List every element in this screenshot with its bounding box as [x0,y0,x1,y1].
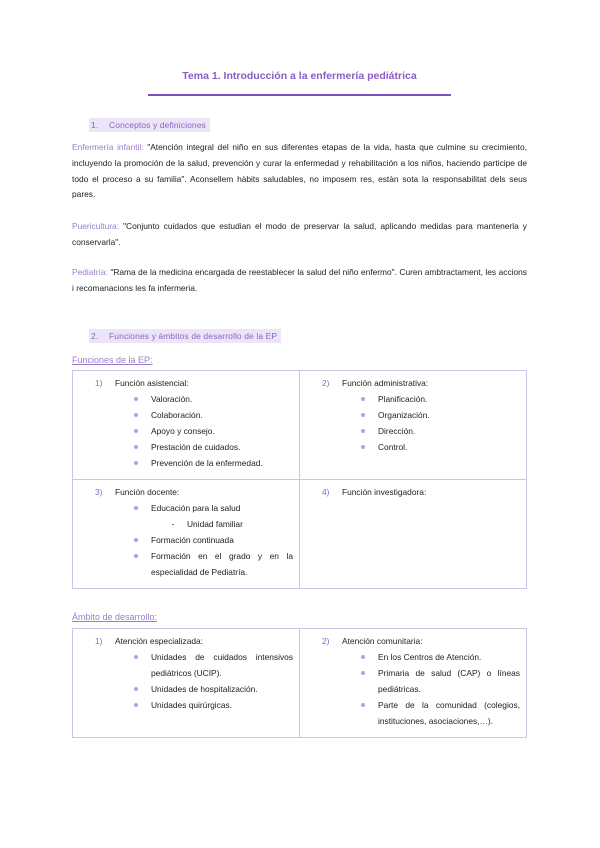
page-title: Tema 1. Introducción a la enfermería pediátrica [182,70,417,82]
definition-text: "Conjunto cuidados que estudian el modo de preservar la salud, aplicando medidas para mantenerla y conservarla". [72,221,527,247]
cell-label: Función administrativa: [342,378,429,388]
title-underline [148,94,451,96]
funcion-investigadora-cell [300,480,527,589]
cell-number: 1) [95,378,103,388]
definition-text: "Rama de la medicina encargada de reestablecer la salud del niño enfermo". Curen ambtractament, les accions i recomanacions les fa infermeria. [72,267,527,293]
cell-label: Atención comunitaria: [342,636,423,646]
cell-number: 3) [95,487,103,497]
list-item: Valoración. [151,391,293,407]
section-1-heading [89,118,210,132]
list-item: Apoyo y consejo. [151,423,293,439]
list-item: Colaboración. [151,407,293,423]
section-1-number: 1. [91,120,99,130]
cell-label: Atención especializada: [115,636,203,646]
section-2-heading [89,329,281,343]
cell-heading [95,633,293,649]
list-item: Formación continuada [151,532,293,548]
cell-number: 2) [322,636,330,646]
cell-heading [322,484,520,500]
ambito-heading: Ámbito de desarrollo: [72,612,158,622]
list-item: Control. [378,439,520,455]
list-item: Primaria de salud (CAP) o líneas pediátricas. [378,665,520,697]
list-item: Prestación de cuidados. [151,439,293,455]
list-item: Planificación. [378,391,520,407]
definition-enfermeria-infantil [72,140,527,203]
cell-label: Función docente: [115,487,180,497]
ambito-table [72,628,527,738]
cell-label: Función asistencial: [115,378,189,388]
bullet-list [95,391,293,471]
cell-number: 1) [95,636,103,646]
cell-label: Función investigadora: [342,487,427,497]
bullet-list [95,649,293,713]
section-2-title: Funciones y ámbitos de desarrollo de la EP [109,331,278,341]
funciones-heading: Funciones de la EP: [72,355,153,365]
definition-term: Puericultura: [72,221,120,231]
list-item: Prevención de la enfermedad. [151,455,293,471]
cell-heading [95,375,293,391]
list-item: Unidades de hospitalización. [151,681,293,697]
list-item: En los Centros de Atención. [378,649,520,665]
sub-list-item: Unidad familiar [187,516,293,532]
list-item: Unidades de cuidados intensivos pediátricos (UCIP). [151,649,293,681]
cell-number: 4) [322,487,330,497]
definition-term: Enfermería infantil: [72,142,144,152]
cell-heading [322,375,520,391]
definition-pediatria [72,265,527,297]
funcion-administrativa-cell [300,371,527,480]
atencion-comunitaria-cell [300,629,527,738]
list-item [151,500,293,532]
definition-text: "Atención integral del niño en sus diferentes etapas de la vida, hasta que culmine su crecimiento, incluyendo la promoción de la salud, prevención y curar la enfermedad y rehabilitación a los niños, haciendo participe de todo el proceso a su familia". Aconsellem hàbits saludables, no imposem res, estàn sota la responsabilitat dels seus pares. [72,142,527,200]
funciones-table [72,370,527,589]
list-item: Unidades quirúrgicas. [151,697,293,713]
bullet-list [322,391,520,455]
list-item-text: Educación para la salud [151,503,241,513]
cell-heading [95,484,293,500]
list-item: Parte de la comunidad (colegios, instituciones, asociaciones,…). [378,697,520,729]
atencion-especializada-cell [73,629,300,738]
list-item: Dirección. [378,423,520,439]
cell-number: 2) [322,378,330,388]
definition-term: Pediatría: [72,267,108,277]
definition-puericultura [72,219,527,251]
funcion-asistencial-cell [73,371,300,480]
section-2-number: 2. [91,331,99,341]
cell-heading [322,633,520,649]
bullet-list [95,500,293,580]
funcion-docente-cell [73,480,300,589]
list-item: Organización. [378,407,520,423]
section-1-title: Conceptos y definiciones [109,120,206,130]
bullet-list [322,649,520,729]
list-item: Formación en el grado y en la especialidad de Pediatría. [151,548,293,580]
sub-list [151,516,293,532]
